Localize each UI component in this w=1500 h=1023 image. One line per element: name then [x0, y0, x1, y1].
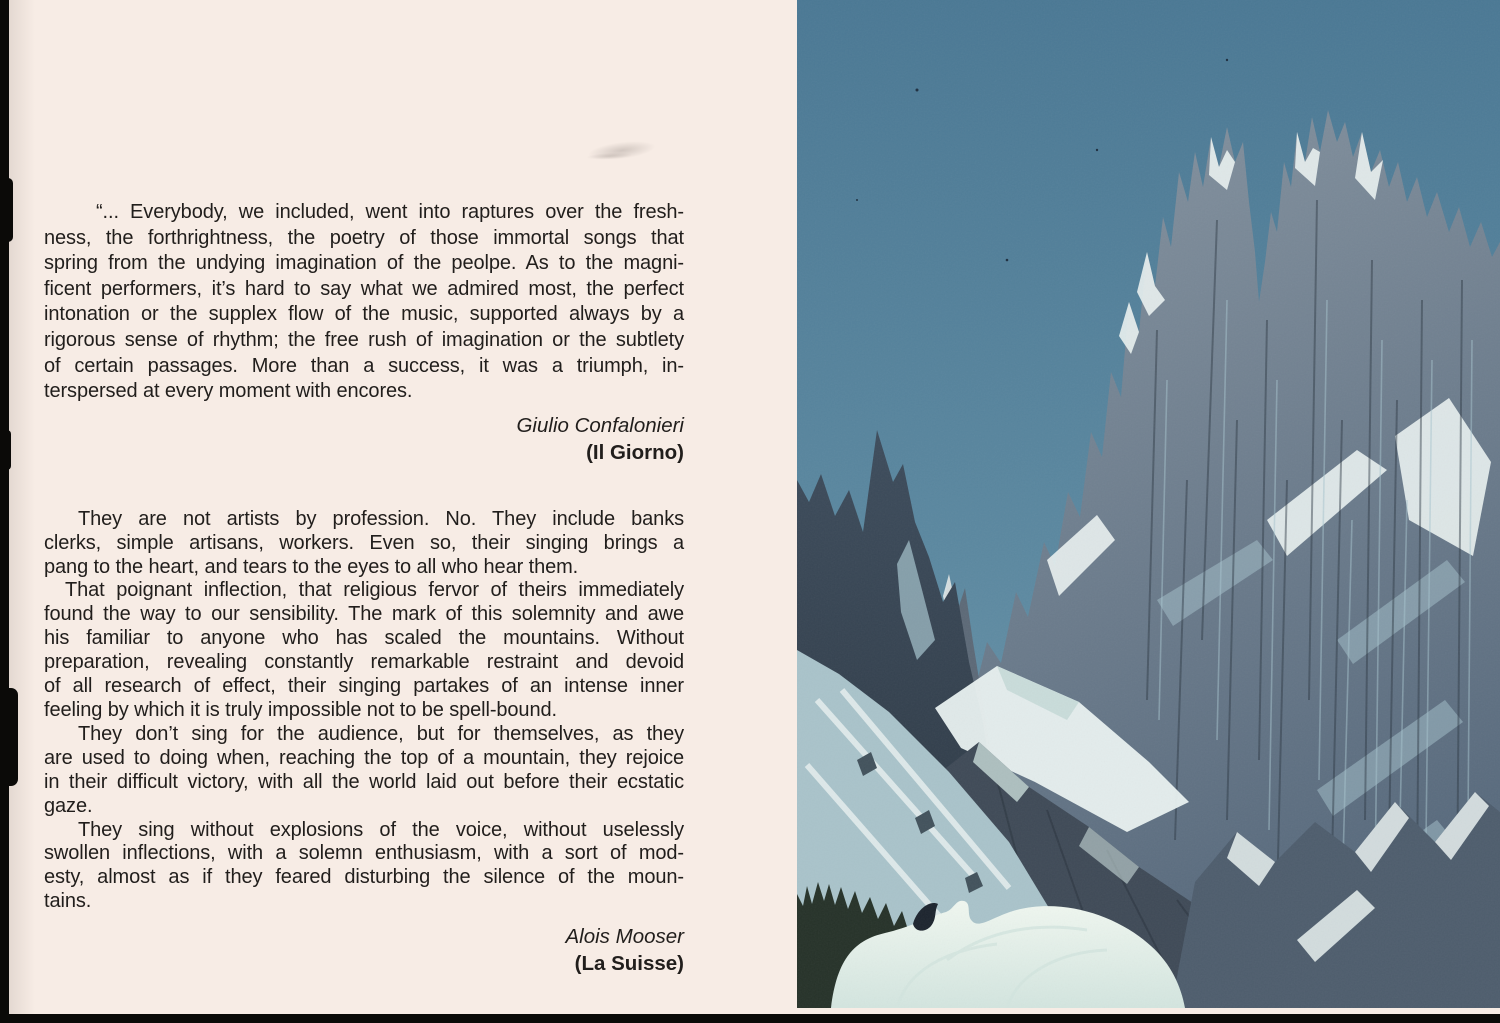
- text-line: pang to the heart, and tears to the eyes to all who hear them.: [44, 555, 579, 578]
- text-line: spring from the undying imagination of the peolpe. As to the magni-: [44, 252, 684, 275]
- text-line: clerks, simple artisans, workers. Even so, their singing brings a: [44, 531, 684, 554]
- text-line: They don’t sing for the audience, but for themselves, as they: [78, 722, 684, 745]
- text-line: are used to doing when, reaching the top of a mountain, they rejoice: [44, 746, 684, 769]
- text-line: terspersed at every moment with encores.: [44, 380, 413, 403]
- text-line: ficent performers, it’s hard to say what we admired most, the perfect: [44, 277, 684, 300]
- attribution-1: [44, 412, 684, 466]
- text-line: rigorous sense of rhythm; the free rush of imagination or the subtlety: [44, 328, 684, 351]
- attribution-source: (La Suisse): [574, 952, 684, 976]
- scan-edge-left: [0, 0, 9, 1023]
- text-line: preparation, revealing constantly remarkable restraint and devoid: [44, 651, 684, 674]
- pencil-smudge-artifact: [578, 133, 659, 168]
- text-line: esty, almost as if they feared disturbing the silence of the moun-: [44, 866, 684, 889]
- press-quote-1: [44, 200, 684, 405]
- text-line: ness, the forthrightness, the poetry of those immortal songs that: [44, 226, 684, 249]
- text-line: gaze.: [44, 794, 93, 817]
- press-quote-2: [44, 508, 684, 914]
- right-page: [797, 0, 1500, 1014]
- text-line: “... Everybody, we included, went into raptures over the fresh-: [96, 201, 684, 223]
- text-column: [44, 200, 684, 977]
- text-line: of certain passages. More than a success, it was a triumph, in-: [44, 354, 684, 377]
- text-line: his familiar to anyone who has scaled the mountains. Without: [44, 627, 684, 650]
- attribution-2: [44, 923, 684, 977]
- scan-edge-bottom: [0, 1014, 1500, 1023]
- text-line: found the way to our sensibility. The mark of this solemnity and awe: [44, 603, 684, 626]
- text-line: They are not artists by profession. No. They include banks: [78, 507, 684, 530]
- text-line: in their difficult victory, with all the world laid out before their ecstatic: [44, 770, 684, 793]
- text-line: tains.: [44, 890, 92, 913]
- text-line: swollen inflections, with a solemn enthusiasm, with a sort of mod-: [44, 842, 684, 865]
- text-line: They sing without explosions of the voice, without uselessly: [78, 818, 684, 841]
- left-page: [9, 0, 797, 1014]
- scan-edge-notch: [0, 178, 13, 242]
- text-line: of all research of effect, their singing partakes of an intense inner: [44, 675, 684, 698]
- text-line: feeling by which it is truly impossible not to be spell-bound.: [44, 699, 557, 721]
- attribution-author: Giulio Confalonieri: [516, 413, 684, 437]
- scan-edge-notch: [0, 430, 11, 470]
- attribution-author: Alois Mooser: [565, 925, 684, 949]
- text-line: intonation or the supplex flow of the music, supported always by a: [44, 303, 684, 326]
- text-line: That poignant inflection, that religious fervor of theirs immediately: [65, 579, 684, 602]
- mountain-photo: [797, 0, 1500, 1008]
- scan-edge-notch: [0, 688, 18, 786]
- attribution-source: (Il Giorno): [586, 440, 684, 464]
